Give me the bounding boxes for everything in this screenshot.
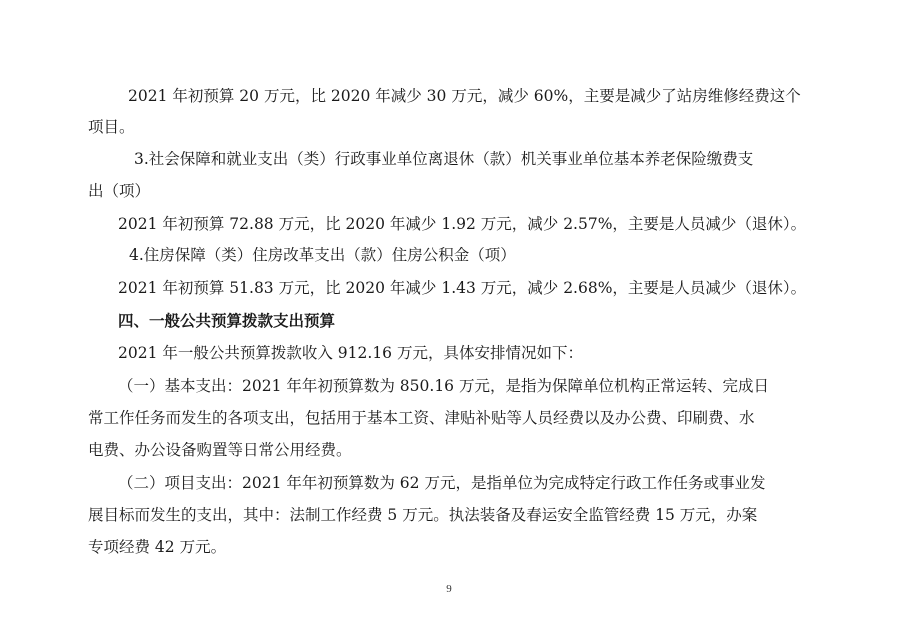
text-line: 2021 年一般公共预算拨款收入 912.16 万元，具体安排情况如下： xyxy=(118,344,583,362)
text-line: 4.住房保障（类）住房改革支出（款）住房公积金（项） xyxy=(129,246,516,264)
section-heading: 四、一般公共预算拨款支出预算 xyxy=(118,311,336,330)
text-line: 2021 年初预算 72.88 万元，比 2020 年减少 1.92 万元，减少 2.57%，主要是人员减少（退休）。 xyxy=(118,215,807,233)
text-line: 电费、办公设备购置等日常公用经费。 xyxy=(88,441,352,459)
text-line: （二）项目支出：2021 年年初预算数为 62 万元，是指单位为完成特定行政工作任务或事业发 xyxy=(118,474,766,492)
text-line: （一）基本支出：2021 年年初预算数为 850.16 万元，是指为保障单位机构正常运转、完成日 xyxy=(118,377,769,395)
text-line: 常工作任务而发生的各项支出，包括用于基本工资、津贴补贴等人员经费以及办公费、印刷费、水 xyxy=(88,409,755,427)
page-number: 9 xyxy=(446,583,452,595)
text-line: 出（项） xyxy=(88,182,151,200)
text-line: 2021 年初预算 20 万元，比 2020 年减少 30 万元，减少 60%，主要是减少了站房维修经费这个 xyxy=(128,87,801,105)
text-line: 专项经费 42 万元。 xyxy=(88,538,227,556)
text-line: 2021 年初预算 51.83 万元，比 2020 年减少 1.43 万元，减少 2.68%，主要是人员减少（退休）。 xyxy=(118,279,807,297)
text-line: 项目。 xyxy=(88,118,135,136)
text-line: 3.社会保障和就业支出（类）行政事业单位离退休（款）机关事业单位基本养老保险缴费支 xyxy=(134,150,754,168)
text-line: 展目标而发生的支出，其中：法制工作经费 5 万元。执法装备及春运安全监管经费 15 万元，办案 xyxy=(88,506,758,524)
